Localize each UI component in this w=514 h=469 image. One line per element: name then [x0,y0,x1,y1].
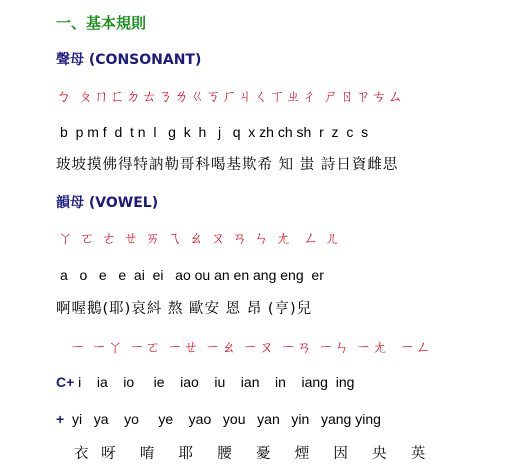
combined-c-row [56,375,354,389]
vowel-pinyin: a o e e ai ei ao ou an en ang eng er [60,267,324,283]
plus-label: + [56,411,65,427]
combined-zhuyin: ㄧ ㄧㄚ ㄧㄛ ㄧㄝ ㄧㄠ ㄧㄡ ㄧㄢ ㄧㄣ ㄧㄤ ㄧㄥ [70,338,432,356]
plus-pinyin: yi ya yo ye yao you yan yin yang ying [64,411,381,427]
consonant-heading: 聲母 (CONSONANT) [56,52,202,68]
consonant-pinyin: b p m f d t n l g k h j q x zh ch sh r z c s [60,124,369,140]
combined-chars: 衣 呀 唷 耶 腰 憂 煙 因 央 英 [74,446,427,462]
section-title: 一、基本規則 [56,14,147,32]
c-plus-pinyin: i ia io ie iao iu ian in iang ing [74,374,355,390]
combined-plus-row [56,412,381,426]
consonant-zhuyin: ㄅ ㄆㄇㄈㄉㄊㄋㄌㄍㄎㄏㄐㄑㄒㄓㄔ ㄕㄖㄗㄘㄙ [56,87,404,105]
consonant-chars: 玻坡摸佛得特訥勒哥科喝基欺希 知 蚩 詩日資雌思 [56,157,399,173]
vowel-zhuyin: ㄚ ㄛ ㄜ ㄝ ㄞ ㄟ ㄠ ㄡ ㄢ ㄣ ㄤ ㄥ ㄦ [58,229,341,247]
vowel-chars: 啊喔鵝(耶)哀紏 熬 歐安 恩 昂 (亨)兒 [56,301,313,317]
c-plus-label: C+ [56,374,75,390]
vowel-heading: 韻母 (VOWEL) [56,195,159,211]
